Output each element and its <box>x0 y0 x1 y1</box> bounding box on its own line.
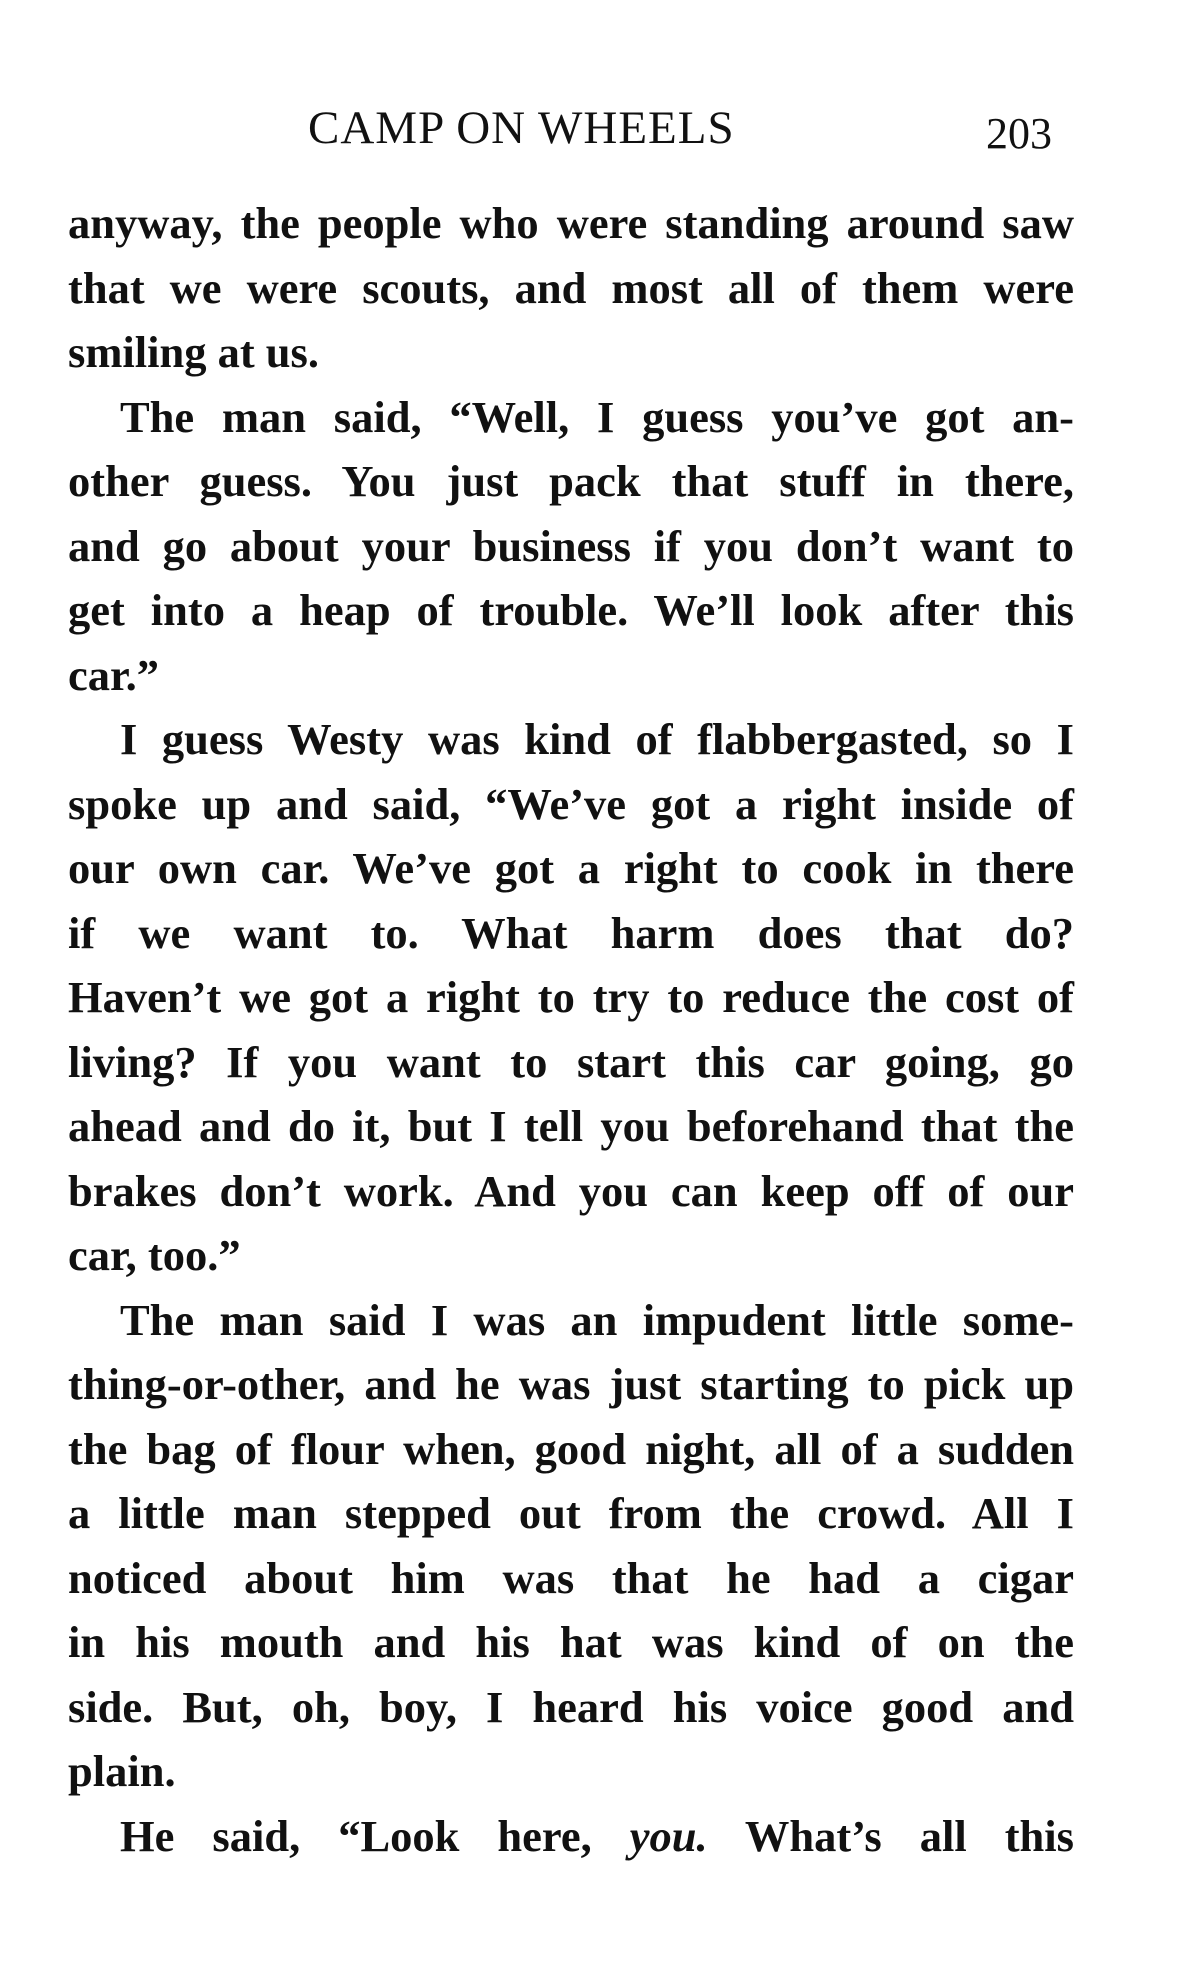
text-line: living? If you want to start this car going, go <box>68 1036 1074 1087</box>
text-line: if we want to. What harm does that do? <box>68 907 1074 958</box>
text-line: Haven’t we got a right to try to reduce the cost of <box>68 972 1074 1022</box>
final-line-after: What’s all this <box>707 1810 1074 1861</box>
final-line-before: He said, “Look here, <box>120 1810 630 1861</box>
text-line: that we were scouts, and most all of them were <box>68 262 1074 313</box>
text-line: car, too.” <box>68 1230 241 1280</box>
text-line: noticed about him was that he had a cigar <box>68 1552 1074 1603</box>
running-head <box>0 98 1200 158</box>
text-line: other guess. You just pack that stuff in there, <box>68 456 1074 506</box>
text-line: and go about your business if you don’t want to <box>68 520 1074 571</box>
text-line: get into a heap of trouble. We’ll look after this <box>68 585 1074 635</box>
text-line: a little man stepped out from the crowd. All I <box>68 1488 1074 1538</box>
text-line: our own car. We’ve got a right to cook in there <box>68 843 1074 893</box>
final-line-emphasis: you. <box>629 1810 708 1861</box>
text-line: in his mouth and his hat was kind of on the <box>68 1617 1074 1667</box>
text-line: thing-or-other, and he was just starting to pick up <box>68 1359 1074 1409</box>
paragraph-first-line: I guess Westy was kind of flabbergasted, so I <box>120 714 1074 764</box>
text-line: plain. <box>68 1746 176 1796</box>
paragraph-first-line: The man said, “Well, I guess you’ve got an- <box>120 391 1074 442</box>
paragraph-first-line <box>68 1804 1074 1869</box>
text-line: brakes don’t work. And you can keep off of our <box>68 1165 1074 1216</box>
text-line: anyway, the people who were standing around saw <box>68 198 1074 248</box>
text-line: ahead and do it, but I tell you beforehand that the <box>68 1101 1074 1151</box>
text-line: side. But, oh, boy, I heard his voice good and <box>68 1681 1074 1732</box>
text-line: car.” <box>68 649 160 700</box>
page-number: 203 <box>986 109 1052 158</box>
body-text <box>68 191 1074 1868</box>
paragraph-first-line: The man said I was an impudent little some- <box>120 1294 1074 1345</box>
running-title: CAMP ON WHEELS <box>308 102 735 154</box>
text-line: spoke up and said, “We’ve got a right inside of <box>68 778 1074 829</box>
text-line: smiling at us. <box>68 327 319 377</box>
text-line: the bag of flour when, good night, all of a sudden <box>68 1423 1074 1474</box>
